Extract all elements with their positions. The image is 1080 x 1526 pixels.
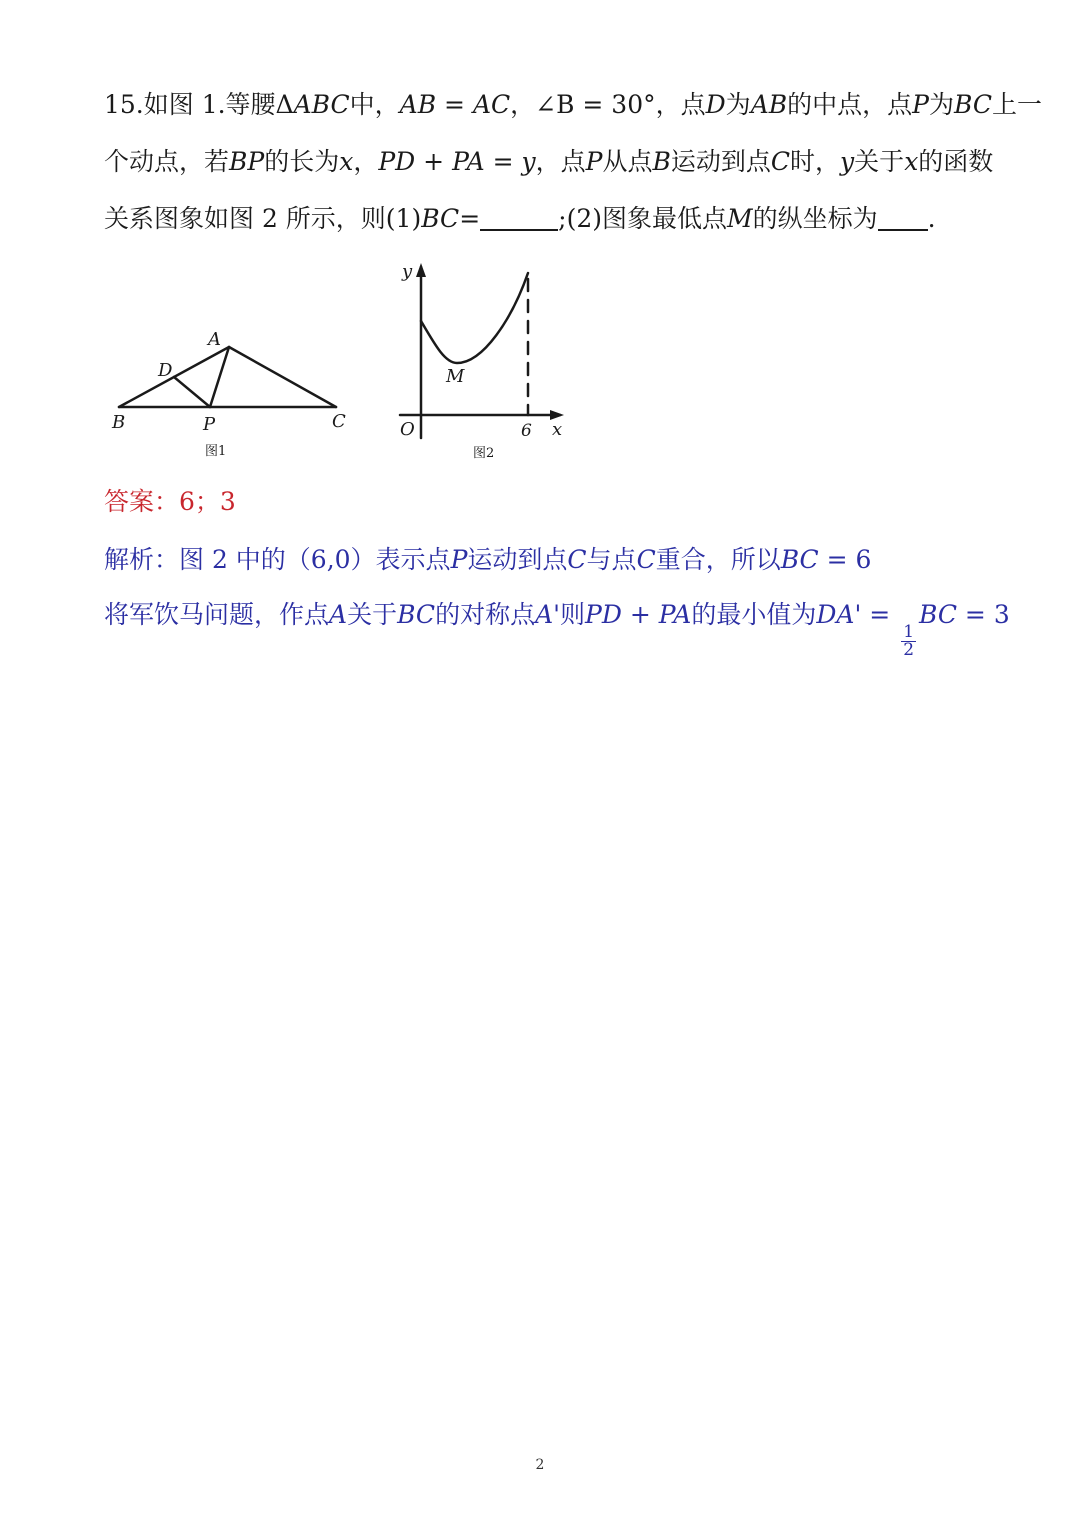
segment-ac xyxy=(229,347,336,407)
label-origin: O xyxy=(400,419,415,440)
analysis-line-1: 解析：图 2 中的（6,0）表示点P运动到点C与点C重合，所以BC = 6 xyxy=(104,545,872,574)
label-y: y xyxy=(402,261,413,282)
segment-dp xyxy=(174,377,210,407)
figure-2-caption: 图2 xyxy=(473,446,495,461)
answer-blank-2 xyxy=(878,203,928,231)
label-x: x xyxy=(552,419,563,440)
label-b: B xyxy=(112,412,126,433)
figure-1-triangle xyxy=(104,320,364,465)
label-a: A xyxy=(208,329,221,350)
label-d: D xyxy=(158,360,173,381)
y-axis-arrow xyxy=(416,263,426,277)
label-six: 6 xyxy=(521,421,532,441)
fraction-one-half: $\frac{1}{2}$ xyxy=(903,622,915,660)
problem-line-3: 关系图象如图 2 所示，则(1)BC= ;(2)图象最低点M的纵坐标为 . xyxy=(104,204,936,233)
answer-blank-1 xyxy=(480,203,558,231)
answer-line: 答案：6；3 xyxy=(104,487,236,516)
figure-1-caption: 图1 xyxy=(205,444,227,459)
figure-2-graph xyxy=(390,255,575,465)
label-c: C xyxy=(332,411,346,432)
label-p: P xyxy=(203,414,216,435)
problem-line-1: 15.如图 1.等腰ΔABC中，AB = AC，∠B = 30°，点D为AB的中点，点P为BC上一 xyxy=(104,90,1042,119)
analysis-line-2: 将军饮马问题，作点A关于BC的对称点A'则PD + PA的最小值为DA' = $\frac{1}{2}$ BC = 3 xyxy=(104,600,1010,660)
label-m: M xyxy=(446,366,465,387)
function-curve xyxy=(421,273,528,363)
page-number: 2 xyxy=(535,1457,545,1473)
problem-line-2: 个动点，若BP的长为x，PD + PA = y，点P从点B运动到点C时，y关于x的函数 xyxy=(104,147,994,176)
